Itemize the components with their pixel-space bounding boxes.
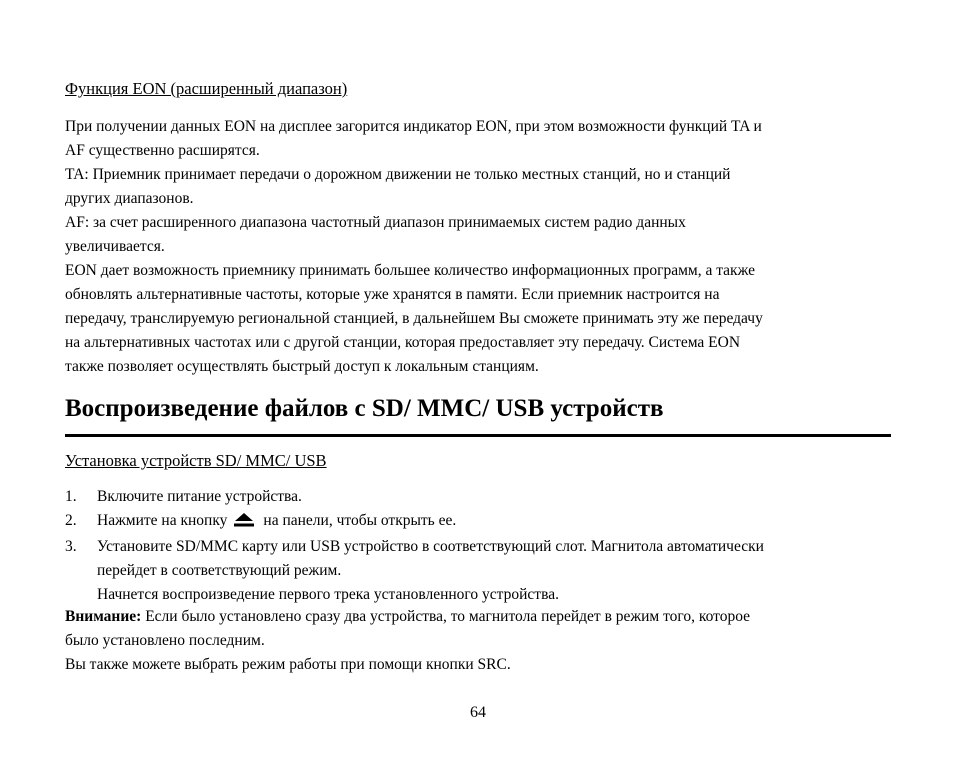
text-line: обновлять альтернативные частоты, которые уже хранятся в памяти. Если приемник настроится на: [65, 286, 720, 303]
page-number: 64: [470, 704, 486, 721]
text-line: При получении данных EON на дисплее загорится индикатор EON, при этом возможности функций TA и: [65, 118, 762, 135]
step-number: 2.: [65, 512, 77, 529]
section-divider: [65, 434, 891, 437]
note-paragraph: [65, 605, 891, 653]
step-text: на панели, чтобы открыть ее.: [263, 512, 457, 529]
text-line: перейдет в соответствующий режим.: [97, 562, 342, 579]
step-text: Включите питание устройства.: [97, 488, 302, 505]
text-line: было установлено последним.: [65, 632, 265, 649]
text-line: Начнется воспроизведение первого трека установленного устройства.: [97, 586, 559, 603]
text-line: Вы также можете выбрать режим работы при помощи кнопки SRC.: [65, 656, 511, 673]
eon-paragraph-af: [65, 211, 891, 259]
eon-paragraph-ta: [65, 163, 891, 211]
note-text: Если было установлено сразу два устройства, то магнитола перейдет в режим того, которое: [141, 608, 751, 625]
text-line: увеличивается.: [65, 238, 165, 255]
step-text: Нажмите на кнопку: [97, 512, 228, 529]
text-line: EON дает возможность приемнику принимать большее количество информационных программ, а также: [65, 262, 755, 279]
text-line: других диапазонов.: [65, 190, 194, 207]
text-line: TA: Приемник принимает передачи о дорожном движении не только местных станций, но и станций: [65, 166, 731, 183]
eon-paragraph-1: [65, 115, 891, 163]
src-paragraph: [65, 653, 891, 677]
note-label: Внимание:: [65, 608, 142, 625]
text-line: на альтернативных частотах или с другой станции, которая предоставляет эту передачу. Система EON: [65, 334, 741, 351]
text-line: также позволяет осуществлять быстрый доступ к локальным станциям.: [65, 358, 539, 375]
section-title: Воспроизведение файлов с SD/ MMC/ USB устройств: [65, 395, 664, 422]
install-steps: [65, 485, 891, 607]
list-item: [65, 485, 891, 509]
step-number: 3.: [65, 538, 77, 555]
text-line: [65, 605, 891, 629]
list-item: [65, 509, 891, 535]
step-number: 1.: [65, 488, 77, 505]
eon-heading: Функция EON (расширенный диапазон): [65, 79, 348, 98]
install-heading: Установка устройств SD/ MMC/ USB: [65, 451, 327, 470]
text-line: передачу, транслируемую региональной станцией, в дальнейшем Вы сможете принимать эту же передачу: [65, 310, 763, 327]
text-line: Установите SD/MMC карту или USB устройство в соответствующий слот. Магнитола автоматически: [97, 538, 764, 555]
eon-paragraph-main: [65, 259, 891, 379]
list-item: [65, 535, 891, 607]
text-line: AF существенно расширятся.: [65, 142, 260, 159]
eject-icon: [233, 511, 255, 535]
text-line: AF: за счет расширенного диапазона частотный диапазон принимаемых систем радио данных: [65, 214, 686, 231]
